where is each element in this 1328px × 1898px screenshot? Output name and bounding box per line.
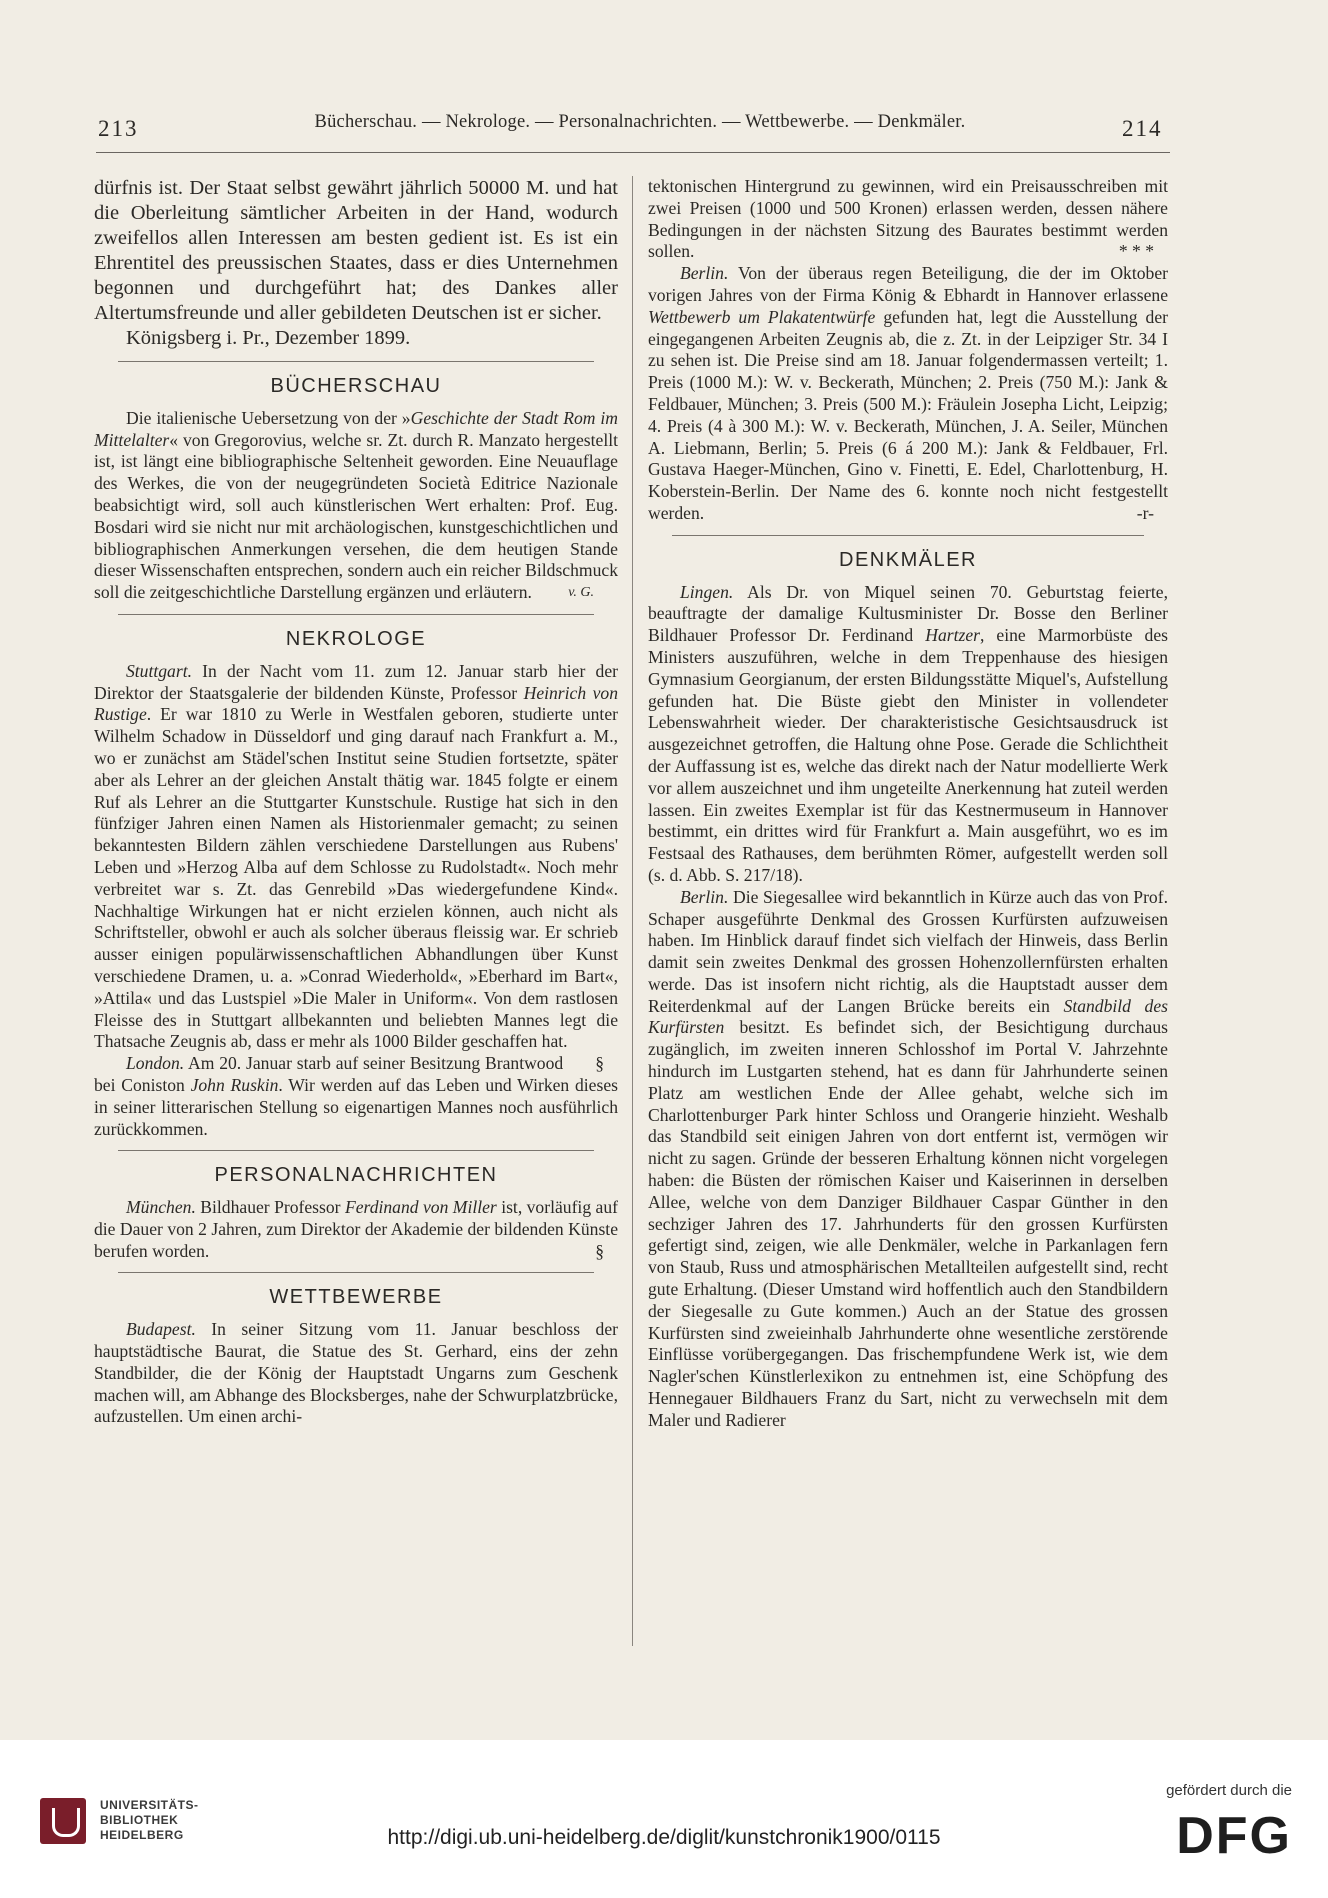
page-number-left: 213 xyxy=(98,116,139,141)
section-heading-buecherschau: BÜCHERSCHAU xyxy=(270,375,442,397)
place-name: München. xyxy=(126,1197,196,1218)
opening-dateline: Königsberg i. Pr., Dezember 1899. xyxy=(126,327,411,349)
section-heading-denkmaeler: DENKMÄLER xyxy=(839,548,977,571)
nekrolog-stuttgart: Stuttgart. In der Nacht vom 11. zum 12. Januar starb hier der Direktor der Staatsgalerie der bildenden Künste, Professor Heinrich von Rustige. Er war 1810 zu Werle in Westfalen geboren, studierte unter Wilhelm Schadow in Düsseldorf und ging darauf nach Frankfurt a. M., wo er zunächst am Städel'schen Institut seine Studien fortsetzte, später aber als Lehrer an der gleichen Anstalt thätig war. 1845 folgte er einem Ruf als Lehrer an die Stuttgarter Kunstschule. Rustige hat sich in den fünfziger Jahren einen Namen als Historienmaler gemacht; zu seinen bekanntesten Bildern zählen verschiedene Darstellungen aus Rubens' Leben und »Herzog Alba auf dem Schlosse zu Rudolstadt«. Noch mehr verbreitet war s. Zt. das Genrebild »Das wiedergefundene Kind«. Nachhaltige Wirkungen hat er nicht erzielen können, auch nicht als Schriftsteller, obwohl er auch als solcher überaus fleissig war. Er schrieb ausser einigen populärwissenschaftlichen Abhandlungen über Kunst verschiedene Dramen, u. a. »Conrad Wiederhold«, »Eberhard im Bart«, »Attila« und das Lustspiel »Die Maler in Uniform«. Von dem rastlosen Fleisse des in Stuttgart allbekannten und beliebten Mannes legt die Thatsache Zeugnis ab, dass er mehr als 1000 Bilder geschaffen hat. § xyxy=(94,660,618,1074)
opening-paragraph: dürfnis ist. Der Staat selbst gewährt jährlich 50000 M. und hat die Oberleitung sämtlicher Arbeiten in der Hand, wodurch zweifellos allen Interessen am besten gedient ist. Es ist ein Ehrentitel des preussischen Staates, dass er dies Unternehmen begonnen und durchgeführt hat; des Dankes aller Altertumsfreunde und aller gebildeten Deutschen ist er sicher. xyxy=(94,177,618,324)
person-name: Ferdinand von Miller xyxy=(344,1197,497,1218)
denkmal-berlin: Berlin. Die Siegesallee wird bekanntlich in Kürze auch das von Prof. Schaper ausgeführte Denkmal des Grossen Kurfürsten aufzuweisen haben. Im Hinblick darauf findet sich vielfach der Hinweis, dass Berlin damit sein zweites Denkmal des grossen Hohenzollernfürsten erhalten werde. Das ist insofern nicht richtig, als die Hauptstadt ausser dem Reiterdenkmal auf der Langen Brücke bereits ein Standbild des Kurfürsten besitzt. Es befindet sich, der Besichtigung durchaus zugänglich, im zweiten inneren Schlosshof im Portal V. Jahrzehnte hindurch im Lustgarten stehend, hat es dann für Jahrhunderte seinen Platz am westlichen Ende der Allee gehabt, welche sich im Charlottenburger Park hinter Schloss und Orangerie hinzieht. Weshalb das Standbild seit einigen Jahren von dort entfernt ist, vermögen wir nicht zu sagen. Gründe der besseren Erhaltung können nicht vorgelegen haben: die Büsten der römischen Kaiser und Kaiserinnen in derselben Allee, welche von dem Danziger Bildhauer Caspar Günther in den sechziger Jahren des 17. Jahrhunderts für den grossen Kurfürsten gefertigt sind, zeigen, wie alle Denkmäler, welche in Parkanlagen fern von Staub, Russ und atmosphärischen Metallteilen aufgestellt sind, recht gute Erhaltung. (Dieser Umstand wird hoffentlich auch den Standbildern der Siegesalle zu Gute kommen.) Auch an der Statue des grossen Kurfürsten sind zweieinhalb Jahrhunderte ohne wesentliche zerstörende Einflüsse vorübergegangen. Das frischempfundene Werk ist, wie dem Nagler'schen Künstlerlexikon zu entnehmen ist, eine Schöpfung des Hennegauer Bildhauers Franz du Sart, nicht zu verwechseln mit dem Maler und Radierer xyxy=(648,886,1168,1430)
place-name: Stuttgart. xyxy=(126,660,192,681)
place-name: Berlin. xyxy=(680,886,729,907)
place-name: Lingen. xyxy=(680,581,734,602)
section-heading-nekrologe: NEKROLOGE xyxy=(285,627,427,650)
competition-title: Wettbewerb um Plakatentwürfe xyxy=(648,306,876,327)
monument-title: Standbild des Kurfürsten xyxy=(648,995,1168,1038)
personal-muenchen: München. Bildhauer Professor Ferdinand von Miller ist, vorläufig auf die Dauer von 2 Jahren, zum Direktor der Akademie der bildenden Künste berufen worden. § xyxy=(94,1197,618,1261)
person-name: Hartzer xyxy=(925,625,980,646)
wettbewerb-berlin: Berlin. Von der überaus regen Beteiligung, die der im Oktober vorigen Jahres von der Firma König & Ebhardt in Hannover erlassene Wettbewerb um Plakatentwürfe gefunden hat, legt die Ausstellung der eingegangenen Arbeiten Zeugnis ab, die z. Zt. in der Leipziger Str. 34 I zu sehen ist. Die Preise sind am 18. Januar folgendermassen verteilt; 1. Preis (1000 M.): W. v. Beckerath, München; 2. Preis (750 M.): Jank & Feldbauer, München; 3. Preis (500 M.): Fräulein Josepha Licht, Leipzig; 4. Preis (4 à 300 M.): W. v. Beckerath, München, J. A. Seiler, München A. Liebmann, Berlin; 5. Preis (6 á 200 M.): Jank & Feldbauer, Frl. Gustava Haeger-München, Gino v. Finetti, E. Edel, Charlottenburg, H. Koberstein-Berlin. Der Name des 6. konnte noch nicht festgestellt werden. -r- xyxy=(648,263,1168,523)
denkmal-lingen: Lingen. Als Dr. von Miquel seinen 70. Geburtstag feierte, beauftragte der damalige Kultusminister Dr. Bosse den Berliner Bildhauer Professor Dr. Ferdinand Hartzer, eine Marmorbüste des Ministers auszuführen, welche in dem Treppenhause des hiesigen Gymnasium Georgianum, der ersten Bildungsstätte Miquel's, Aufstellung gefunden hat. Die Büste giebt den Minister in vollendeter Lebenswahrheit wieder. Der charakteristische Gesichtsausdruck ist ausgezeichnet getroffen, die Haltung ohne Pose. Gerade die Schlichtheit der Auffassung ist es, welche das direkt nach der Natur modellierte Werk vor allem auszeichnet und ihm ungeteilte Anerkennung hat zuteil werden lassen. Ein zweites Exemplar ist für das Kestnermuseum in Hannover bestimmt, ein drittes wird für Frankfurt a. Main ausgeführt, wo es im Festsaal des Rathauses, dem berühmten Römer, aufgestellt werden soll (s. d. Abb. S. 217/18). xyxy=(648,581,1169,885)
digitization-footer xyxy=(0,1740,1328,1898)
book-title: Geschichte der Stadt Rom im Mittelalter xyxy=(94,407,618,450)
section-mark: § xyxy=(595,1053,604,1074)
library-name: UNIVERSITÄTS- BIBLIOTHEK HEIDELBERG xyxy=(100,1798,199,1842)
buecherschau-paragraph: Die italienische Uebersetzung von der »Geschichte der Stadt Rom im Mittelalter« von Gregorovius, welche sr. Zt. durch R. Manzato hergestellt ist, ist längt eine bibliographische Seltenheit geworden. Eine Neuauflage des Werkes, die von der neugegründeten Società Editrice Nazionale beabsichtigt wird, soll auch künstlerischen Wert erhalten: Prof. Eug. Bosdari wird sie nicht nur mit archäologischen, kunstgeschichtlichen und bibliographischen Anmerkungen versehen, die dem heutigen Stande dieser Wissenschaften entsprechen, sondern auch ein reicher Bildschmuck soll die zeitgeschichtliche Darstellung ergänzen und erläutern. v. G. xyxy=(94,407,618,603)
permalink[interactable]: http://digi.ub.uni-heidelberg.de/diglit/kunstchronik1900/0115 xyxy=(387,1826,941,1849)
page-number-right: 214 xyxy=(1122,116,1163,141)
person-name: Heinrich von Rustige xyxy=(94,682,618,725)
place-name: Budapest. xyxy=(126,1319,196,1340)
nekrolog-london: London. Am 20. Januar starb auf seiner Besitzung Brantwood bei Coniston John Ruskin. Wir werden auf das Leben und Wirken dieses in seiner litterarischen Stellung so eigenartigen Mannes noch ausführlich zurückkommen. xyxy=(94,1053,618,1139)
asterism: * * * xyxy=(1118,241,1154,262)
place-name: Berlin. xyxy=(680,263,729,284)
header-rule xyxy=(96,152,1170,153)
left-column xyxy=(94,176,618,1428)
section-mark: § xyxy=(595,1240,604,1261)
running-head: Bücherschau. — Nekrologe. — Personalnachrichten. — Wettbewerbe. — Denkmäler. xyxy=(314,112,966,132)
wettbewerb-continuation: tektonischen Hintergrund zu gewinnen, wird ein Preisausschreiben mit zwei Preisen (1000 und 500 Kronen) erlassen werden, dessen nähere Bedingungen in der nächsten Sitzung des Baurates bestimmt werden sollen. * * * xyxy=(648,176,1168,262)
author-signature: v. G. xyxy=(568,585,594,601)
section-heading-wettbewerbe: WETTBEWERBE xyxy=(269,1286,443,1309)
column-divider xyxy=(632,176,633,1646)
section-heading-personalnachrichten: PERSONALNACHRICHTEN xyxy=(214,1164,498,1187)
place-name: London. xyxy=(126,1053,185,1074)
dfg-logo: DFG xyxy=(1176,1807,1292,1865)
person-name: John Ruskin xyxy=(190,1074,279,1095)
wettbewerb-budapest: Budapest. In seiner Sitzung vom 11. Januar beschloss der hauptstädtische Baurat, die Statue des St. Gerhard, eins der zehn Standbilder, die der König der Hauptstadt Ungarns zum Geschenk machen will, am Abhange des Blocksberges, nahe der Schwurplatzbrücke, aufzustellen. Um einen archi- xyxy=(94,1319,618,1427)
author-signature: -r- xyxy=(1136,502,1154,523)
right-column xyxy=(648,176,1168,1432)
funding-note: gefördert durch die xyxy=(1166,1782,1292,1799)
